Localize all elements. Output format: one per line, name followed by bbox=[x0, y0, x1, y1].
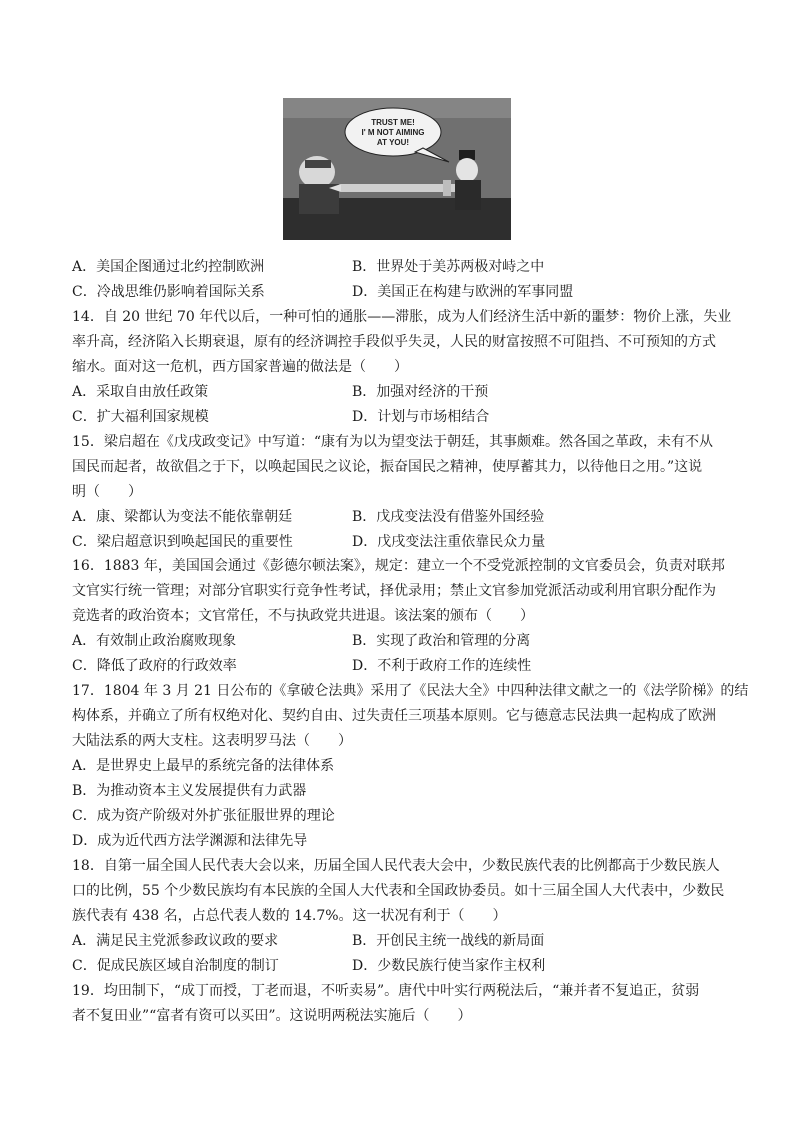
q14-option-b: B．加强对经济的干预 bbox=[352, 384, 489, 400]
q19-stem-line-2: 者不复田业”“富者有资可以买田”。这说明两税法实施后（ ） bbox=[72, 1008, 472, 1024]
cartoon-image bbox=[283, 98, 511, 240]
q18-option-a: A．满足民主党派参政议政的要求 bbox=[72, 933, 279, 949]
q15-stem-line-2: 国民而起者，故欲倡之于下，以唤起国民之议论，振奋国民之精神，使厚蓄其力，以待他日之用。”这说 bbox=[72, 459, 703, 475]
q15-stem-line-1: 15．梁启超在《戊戌政变记》中写道：“康有为以为望变法于朝廷，其事颇难。然各国之革政，未有不从 bbox=[72, 434, 713, 450]
q18-option-b: B．开创民主统一战线的新局面 bbox=[352, 933, 545, 949]
speech-text-2: I' M NOT AIMING bbox=[361, 128, 425, 137]
q16-option-d: D．不利于政府工作的连续性 bbox=[352, 658, 532, 674]
q15-stem-line-3: 明（ ） bbox=[72, 484, 142, 500]
speech-text-1: TRUST ME! bbox=[371, 118, 415, 127]
q14-option-d: D．计划与市场相结合 bbox=[352, 409, 490, 425]
q16-option-b: B．实现了政治和管理的分离 bbox=[352, 633, 531, 649]
q13-option-c: C．冷战思维仍影响着国际关系 bbox=[72, 284, 265, 300]
q18-stem-line-2: 口的比例，55 个少数民族均有本民族的全国人大代表和全国政协委员。如十三届全国人大代表中，少数民 bbox=[72, 883, 725, 899]
q14-stem-line-2: 率升高，经济陷入长期衰退，原有的经济调控手段似乎失灵，人民的财富按照不可阻挡、不可预知的方式 bbox=[72, 334, 716, 350]
q17-option-d: D．成为近代西方法学渊源和法律先导 bbox=[72, 833, 308, 849]
q17-stem-line-3: 大陆法系的两大支柱。这表明罗马法（ ） bbox=[72, 733, 352, 749]
q15-option-d: D．戊戌变法注重依靠民众力量 bbox=[352, 534, 546, 550]
q16-stem-line-3: 竞选者的政治资本；文官常任，不与执政党共进退。该法案的颁布（ ） bbox=[72, 608, 534, 624]
q19-stem-line-1: 19．均田制下，“成丁而授，丁老而退，不听卖易”。唐代中叶实行两税法后，“兼并者不复追正，贫弱 bbox=[72, 983, 700, 999]
q17-stem-line-2: 构体系，并确立了所有权绝对化、契约自由、过失责任三项基本原则。它与德意志民法典一起构成了欧洲 bbox=[72, 708, 716, 724]
q16-option-c: C．降低了政府的行政效率 bbox=[72, 658, 237, 674]
q13-option-b: B．世界处于美苏两极对峙之中 bbox=[352, 259, 545, 275]
q15-option-c: C．梁启超意识到唤起国民的重要性 bbox=[72, 534, 293, 550]
q18-option-c: C．促成民族区域自治制度的制订 bbox=[72, 958, 279, 974]
q17-option-a: A．是世界史上最早的系统完备的法律体系 bbox=[72, 758, 335, 774]
q14-stem-line-3: 缩水。面对这一危机，西方国家普遍的做法是（ ） bbox=[72, 359, 408, 375]
q18-stem-line-1: 18．自第一届全国人民代表大会以来，历届全国人民代表大会中，少数民族代表的比例都高于少数民族人 bbox=[72, 858, 720, 874]
q17-option-c: C．成为资产阶级对外扩张征服世界的理论 bbox=[72, 808, 335, 824]
q13-option-a: A．美国企图通过北约控制欧洲 bbox=[72, 259, 265, 275]
q15-option-b: B．戊戌变法没有借鉴外国经验 bbox=[352, 509, 545, 525]
q15-option-a: A．康、梁都认为变法不能依靠朝廷 bbox=[72, 509, 293, 525]
q18-option-d: D．少数民族行使当家作主权利 bbox=[352, 958, 546, 974]
speech-text-3: AT YOU! bbox=[376, 138, 410, 147]
q16-option-a: A．有效制止政治腐败现象 bbox=[72, 633, 237, 649]
q16-stem-line-2: 文官实行统一管理；对部分官职实行竞争性考试，择优录用；禁止文官参加党派活动或利用官职分配作为 bbox=[72, 583, 716, 599]
q18-stem-line-3: 族代表有 438 名，占总代表人数的 14.7%。这一状况有利于（ ） bbox=[72, 908, 507, 924]
q14-stem-line-1: 14．自 20 世纪 70 年代以后，一种可怕的通胀——滞胀，成为人们经济生活中新的噩梦：物价上涨，失业 bbox=[72, 309, 732, 325]
q17-option-b: B．为推动资本主义发展提供有力武器 bbox=[72, 783, 307, 799]
q16-stem-line-1: 16．1883 年，美国国会通过《彭德尔顿法案》，规定：建立一个不受党派控制的文官委员会，负责对联邦 bbox=[72, 558, 725, 574]
q17-stem-line-1: 17．1804 年 3 月 21 日公布的《拿破仑法典》采用了《民法大全》中四种法律文献之一的《法学阶梯》的结 bbox=[72, 683, 749, 699]
q14-option-a: A．采取自由放任政策 bbox=[72, 384, 209, 400]
q13-option-d: D．美国正在构建与欧洲的军事同盟 bbox=[352, 284, 574, 300]
cartoon-drawing bbox=[283, 98, 511, 240]
q14-option-c: C．扩大福利国家规模 bbox=[72, 409, 209, 425]
